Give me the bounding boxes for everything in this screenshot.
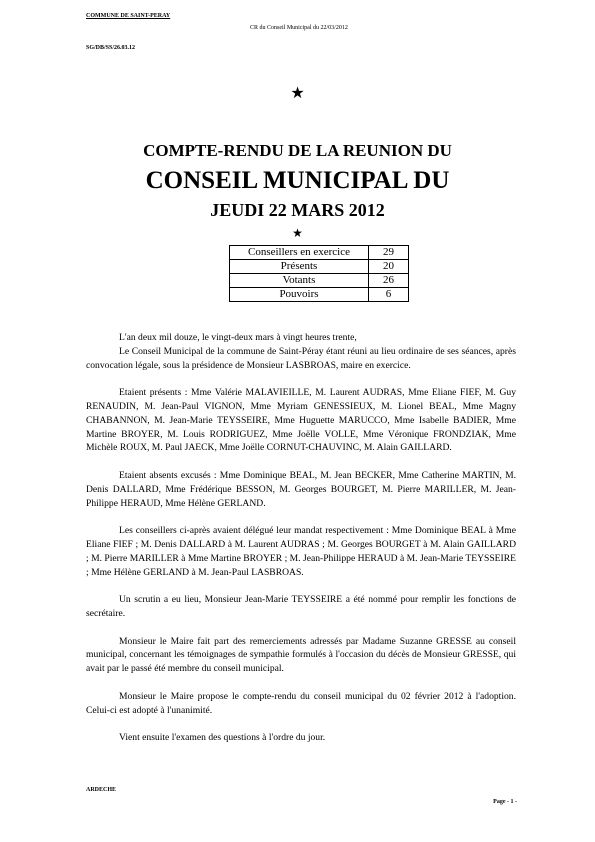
adoption-paragraph: Monsieur le Maire propose le compte-rendu du conseil municipal du 02 février 2012 à l'adoption. Celui-ci est adopté à l'unanimité. [86, 690, 516, 716]
stats-value: 26 [369, 274, 409, 288]
stats-value: 29 [369, 246, 409, 260]
header-reference: SG/DB/SS/26.03.12 [86, 45, 136, 51]
table-row [230, 260, 409, 274]
stats-value: 6 [369, 288, 409, 302]
stats-label: Pouvoirs [230, 288, 369, 302]
minutes-body [86, 331, 516, 759]
header-cr-title: CR du Conseil Municipal du 22/03/2012 [250, 25, 348, 31]
table-row [230, 246, 409, 260]
proxies-paragraph: Les conseillers ci-après avaient délégué leur mandat respectivement : Mme Dominique BEAL à Mme Eliane FIEF ; M. Denis DALLARD à M. Laurent AUDRAS ; M. Georges BOURGET à M. Alain GAILLARD ; M. Pierre MARILLER à Mme Martine BROYER ; M. Jean-Philippe HERAUD à M. Jean-Marie TEYSSEIRE ; Mme Hélène GERLAND à M. Jean-Paul LASBROAS. [86, 525, 516, 578]
star-icon: ★ [290, 85, 305, 102]
header-commune: COMMUNE DE SAINT-PERAY [86, 13, 171, 19]
footer-department: ARDECHE [86, 787, 117, 793]
agenda-paragraph: Vient ensuite l'examen des questions à l'ordre du jour. [119, 732, 326, 744]
secretary-paragraph: Un scrutin a eu lieu, Monsieur Jean-Marie TEYSSEIRE a été nommé pour remplir les fonctions de secrétaire. [86, 594, 516, 619]
title-line-3: JEUDI 22 MARS 2012 [210, 200, 385, 220]
stats-label: Présents [230, 260, 369, 274]
convocation-paragraph: Le Conseil Municipal de la commune de Saint-Péray étant réuni au lieu ordinaire de ses séances, après convocation légale, sous la présidence de Monsieur LASBROAS, maire en exercice. [86, 345, 516, 371]
opening-paragraph: L'an deux mil douze, le vingt-deux mars à vingt heures trente, [119, 332, 357, 343]
table-row [230, 288, 409, 302]
title-line-2: CONSEIL MUNICIPAL DU [145, 167, 450, 194]
absent-members-paragraph: Etaient absents excusés : Mme Dominique BEAL, M. Jean BECKER, Mme Catherine MARTIN, M. Denis DALLARD, Mme Frédérique BESSON, M. Georges BOURGET, M. Pierre MARILLER, M. Jean-Philippe HERAUD, Mme Hélène GERLAND. [86, 469, 516, 509]
title-line-1: COMPTE-RENDU DE LA REUNION DU [143, 141, 452, 160]
thanks-paragraph: Monsieur le Maire fait part des remerciements adressés par Madame Suzanne GRESSE au conseil municipal, concernant les témoignages de sympathie formulés à l'occasion du décès de Monsieur GRESSE, qui avait par le passé été membre du conseil municipal. [86, 635, 516, 675]
stats-label: Votants [230, 274, 369, 288]
star-icon: ★ [292, 226, 303, 240]
page-number: Page - 1 - [493, 799, 517, 805]
stats-value: 20 [369, 260, 409, 274]
stats-label: Conseillers en exercice [230, 246, 369, 260]
present-members-paragraph: Etaient présents : Mme Valérie MALAVIEILLE, M. Laurent AUDRAS, Mme Eliane FIEF, M. Guy RENAUDIN, M. Jean-Paul VIGNON, Mme Myriam GENESSIEUX, M. Lionel BEAL, Mme Magny CHABANNON, M. Jean-Marie TEYSSEIRE, Mme Huguette MARUCCO, Mme Isabelle BADIER, Mme Martine BROYER, M. Louis RODRIGUEZ, Mme Joëlle VOLLE, Mme Véronique FRONDZIAK, Mme Michèle ROUX, M. Paul JAECK, Mme Joëlle CORNUT-CHAUVINC, M. Alain GAILLARD. [86, 387, 516, 454]
table-row [230, 274, 409, 288]
stats-table [229, 245, 409, 302]
